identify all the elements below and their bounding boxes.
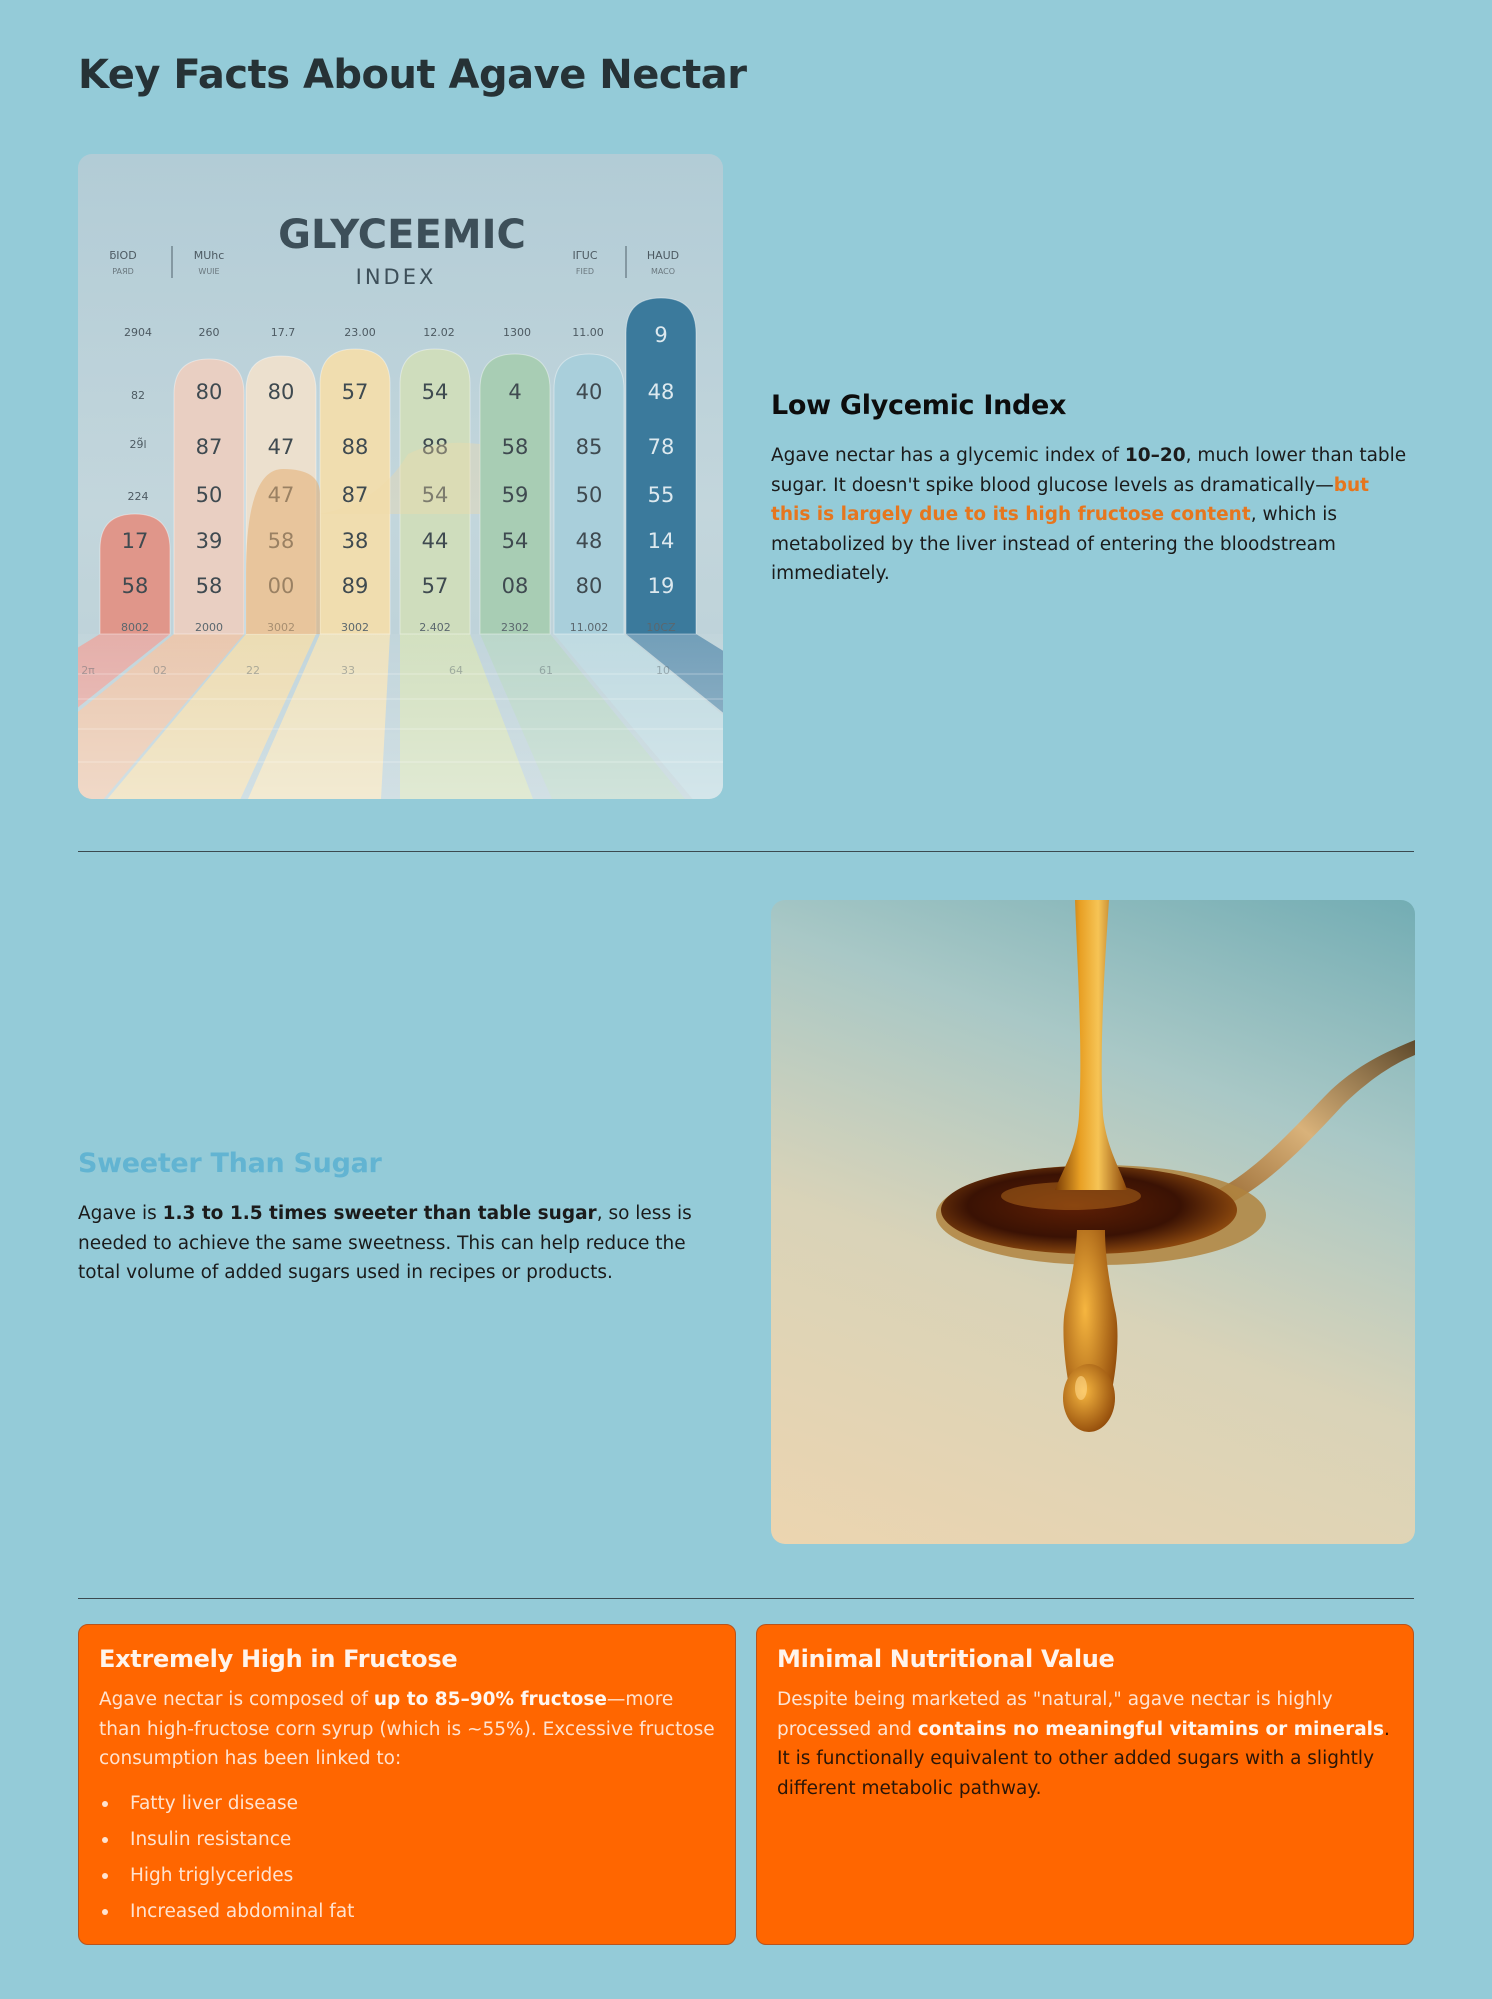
gi-column-value: 40	[575, 380, 603, 404]
section-divider	[78, 1598, 1414, 1599]
gi-column-value: 87	[195, 435, 223, 459]
fructose-card-paragraph: Agave nectar is composed of up to 85–90% fructose—more than high-fructose corn syrup (which is ~55%). Excessive fructose consumption has been linked to:	[99, 1689, 715, 1769]
gi-column-value: 38	[341, 529, 369, 553]
gi-column-value: 78	[647, 435, 675, 459]
gi-bottom-row-value: 64	[449, 664, 463, 677]
gi-column-value: 44	[421, 529, 449, 553]
gi-bottom-row-value: 10	[656, 664, 670, 677]
gi-column-footer: 2000	[195, 621, 223, 634]
gi-column-footer: 11.002	[569, 621, 609, 634]
gi-title: GLYCEEMIC	[278, 212, 526, 258]
gi-column-footer: 10CZ	[646, 621, 676, 634]
nutrition-card	[756, 1624, 1414, 1945]
list-item: Increased abdominal fat	[99, 1894, 715, 1930]
gi-column-footer: 2.402	[419, 621, 451, 634]
gi-column-value: 87	[341, 483, 369, 507]
low-glycemic-heading: Low Glycemic Index	[771, 390, 1067, 421]
gi-column-value: 58	[501, 435, 529, 459]
gi-column-value: 14	[647, 529, 675, 553]
gi-top-row-value: 1300	[503, 326, 531, 339]
gi-right-header-2: HAUD	[646, 249, 680, 262]
gi-column-value: 54	[421, 483, 449, 507]
gi-bottom-row-value: 2π	[81, 664, 95, 677]
page-title: Key Facts About Agave Nectar	[78, 52, 747, 98]
gi-right-header-2-sub: MACO	[650, 267, 676, 276]
gi-top-row-value: 23.00	[344, 326, 376, 339]
gi-top-row-value: 12.02	[423, 326, 455, 339]
gi-column-value: 48	[647, 380, 675, 404]
low-glycemic-section	[771, 390, 1411, 589]
gi-column-value: 55	[647, 483, 675, 507]
gi-column-value: 17	[121, 529, 149, 553]
gi-column-value: 88	[421, 435, 449, 459]
gi-subtitle: INDEX	[355, 265, 437, 289]
gi-row-label: 29̃l	[129, 438, 147, 451]
list-item: Fatty liver disease	[99, 1786, 715, 1822]
gi-column-value: 4	[508, 380, 522, 404]
gi-left-header-2: MUhc	[193, 249, 225, 262]
gi-column-value: 80	[195, 380, 223, 404]
section-divider	[78, 851, 1414, 852]
gi-column-value: 89	[341, 574, 369, 598]
gi-column-value: 57	[341, 380, 369, 404]
gi-left-header-1: ƃIOD	[109, 249, 137, 262]
gi-row-label: 82	[131, 389, 145, 402]
gi-row-label: 224	[127, 490, 149, 503]
gi-column-value: 50	[195, 483, 223, 507]
glycemic-index-illustration	[78, 154, 723, 799]
gi-column-value: 54	[421, 380, 449, 404]
gi-column-value: 88	[341, 435, 369, 459]
gi-top-row-value: 11.00	[572, 326, 604, 339]
gi-top-row-value: 2904	[124, 326, 152, 339]
gi-bottom-row-value: 61	[539, 664, 553, 677]
gi-column-value: 58	[121, 574, 149, 598]
gi-column-value: 80	[575, 574, 603, 598]
gi-column-footer: 3002	[341, 621, 369, 634]
gi-column-value: 57	[421, 574, 449, 598]
gi-column-footer: 8002	[121, 621, 149, 634]
sweeter-heading: Sweeter Than Sugar	[78, 1148, 382, 1179]
fructose-card-heading: Extremely High in Fructose	[99, 1645, 458, 1673]
gi-column-value: 50	[575, 483, 603, 507]
nutrition-card-heading: Minimal Nutritional Value	[777, 1645, 1115, 1673]
gi-column-value: 9	[654, 323, 668, 347]
gi-column-value: 85	[575, 435, 603, 459]
low-glycemic-paragraph: Agave nectar has a glycemic index of 10–20, much lower than table sugar. It doesn't spike blood glucose levels as dramatically—but this is largely due to its high fructose content, which is metabolized by the liver instead of entering the bloodstream immediately.	[771, 445, 1407, 584]
sweeter-section	[78, 1148, 728, 1288]
gi-column-value: 80	[267, 380, 295, 404]
syrup-spoon-image	[771, 900, 1415, 1544]
list-item: Insulin resistance	[99, 1822, 715, 1858]
list-item: High triglycerides	[99, 1858, 715, 1894]
gi-column-value: 47	[267, 435, 295, 459]
gi-right-header-1-sub: FIED	[575, 267, 595, 276]
gi-left-header-1-sub: PAЯD	[112, 267, 134, 276]
nutrition-card-paragraph: Despite being marketed as "natural," agave nectar is highly processed and contains no meaningful vitamins or minerals. It is functionally equivalent to other added sugars with a slightly different metabolic pathway.	[777, 1689, 1390, 1799]
syrup-spoon-illustration	[771, 900, 1415, 1544]
glycemic-index-image	[78, 154, 723, 799]
sweeter-paragraph: Agave is 1.3 to 1.5 times sweeter than table sugar, so less is needed to achieve the same sweetness. This can help reduce the total volume of added sugars used in recipes or products.	[78, 1203, 692, 1283]
gi-column-value: 19	[647, 574, 675, 598]
fructose-warning-highlight: but this is largely due to its high fructose content	[771, 474, 1370, 525]
gi-column-value: 08	[501, 574, 529, 598]
gi-bottom-row-value: 33	[341, 664, 355, 677]
gi-bottom-row-value: 02	[153, 664, 167, 677]
fructose-card	[78, 1624, 736, 1945]
gi-left-header-2-sub: WUIE	[198, 267, 220, 276]
gi-right-header-1: IΓUC	[572, 249, 598, 262]
gi-column-value: 54	[501, 529, 529, 553]
gi-column-value: 48	[575, 529, 603, 553]
gi-column-value: 58	[195, 574, 223, 598]
gi-top-row-value: 17.7	[270, 326, 296, 339]
gi-column-value: 39	[195, 529, 223, 553]
gi-top-row-value: 260	[198, 326, 220, 339]
gi-column-footer: 2302	[501, 621, 529, 634]
gi-column-value: 59	[501, 483, 529, 507]
gi-bottom-row-value: 22	[246, 664, 260, 677]
fructose-effects-list	[99, 1786, 715, 1930]
